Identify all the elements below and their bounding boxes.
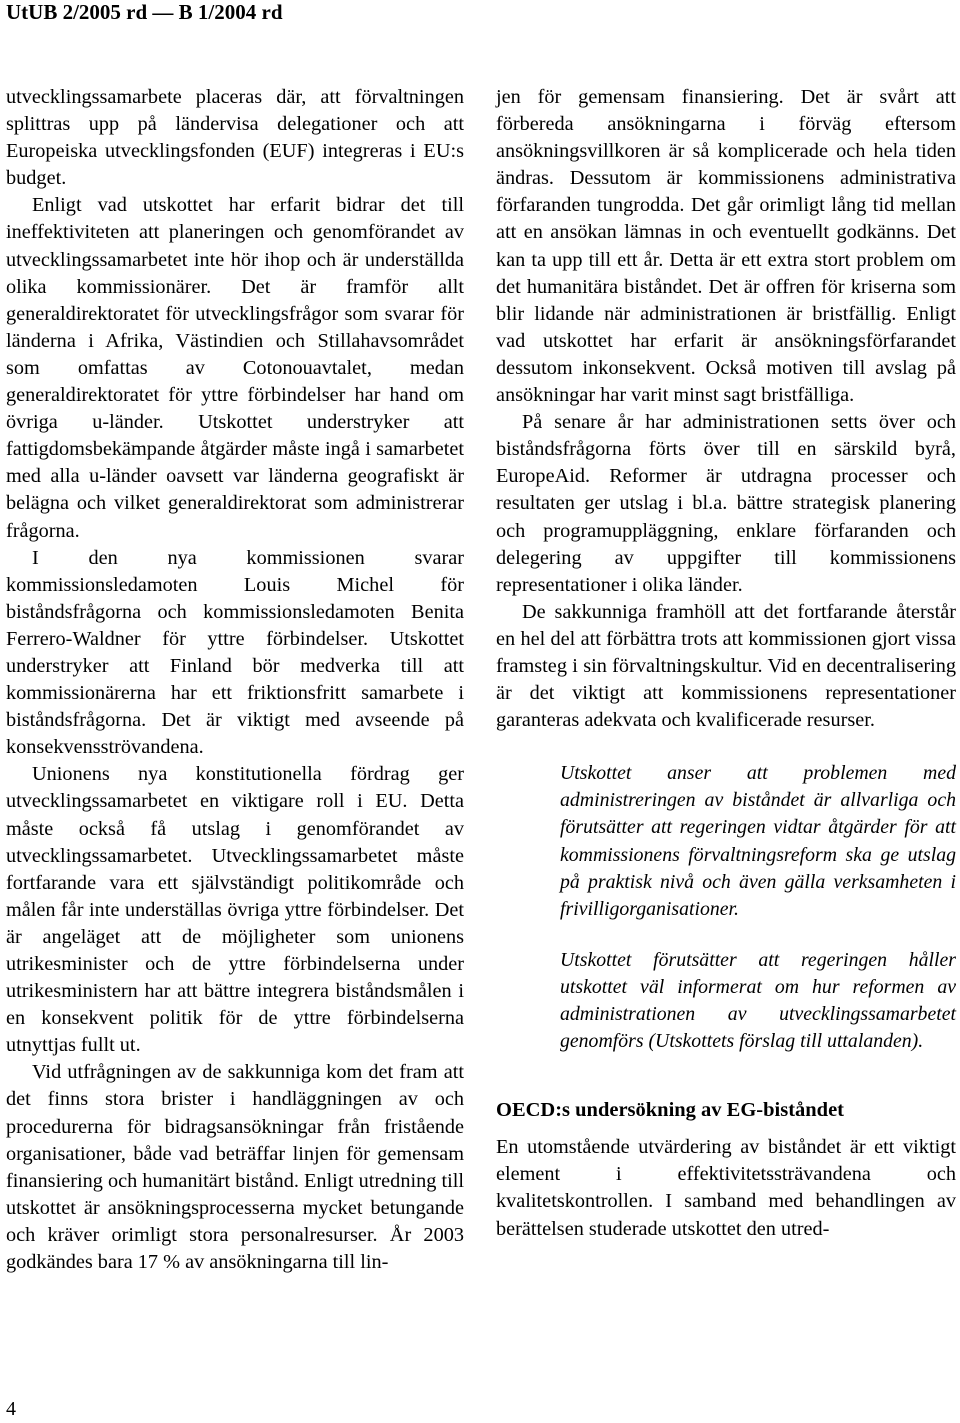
running-header: UtUB 2/2005 rd — B 1/2004 rd	[6, 0, 283, 24]
paragraph: jen för gemensam finansiering. Det är svårt att förbereda ansökningarna i förväg eftersom ansökningsvillkoren är så komplicerade och hela tiden ändras. Dessutom är kommissionens administrativa förfaranden tungrodda. Det går orimligt lång tid mellan att en ansökan lämnas in och eventuellt godkänns. Det kan ta upp till ett år. Detta är ett extra stort problem om det humanitära biståndet. Det är offren för kriserna som blir lidande när administrationen är bristfällig. Enligt vad utskottet har erfarit är ansökningsförfarandet dessutom inkonsekvent. Också motiven till avslag på ansökningar har varit minst sagt bristfälliga.	[496, 86, 956, 407]
paragraph: Vid utfrågningen av de sakkunniga kom det fram att det finns stora brister i handläggningen av och procedurerna för bidragsansökningar från fristående organisationer, både vad beträffar linjen för gemensam finansiering och humanitärt bistånd. Enligt utredning till utskottet är ansökningsprocesserna mycket betungande och kräver orimligt stora personalresurser. År 2003 godkändes bara 17 % av ansökningarna till lin-	[6, 1061, 464, 1274]
committee-statement: Utskottet anser att problemen med administreringen av biståndet är allvarliga och förutsätter att regeringen vidtar åtgärder för att kommissionens förvaltningsreform ska ge utslag på praktisk nivå och även gälla verksamheten i frivilligorganisationer.	[560, 762, 956, 920]
page-number: 4	[6, 1398, 16, 1420]
committee-statement: Utskottet förutsätter att regeringen håller utskottet väl informerat om hur reformen av administrationen av utvecklingssamarbetet genomförs (Utskottets förslag till uttalanden).	[560, 948, 956, 1053]
paragraph: De sakkunniga framhöll att det fortfarande återstår en hel del att förbättra trots att kommissionen gjort vissa framsteg i sin förvaltningskultur. Vid en decentralisering är det viktigt att kommissionens representationer garanteras adekvata och kvalificerade resurser.	[496, 600, 956, 732]
paragraph: På senare år har administrationen setts över och biståndsfrågorna förts över till en särskild byrå, EuropeAid. Reformer är utdragna processer och resultaten ger utslag i bl.a. bättre strategisk planering och programuppläggning, enklare förfaranden och delegering av uppgifter till kommissionens representationer i olika länder.	[496, 411, 956, 596]
right-column	[496, 84, 956, 1243]
paragraph: Enligt vad utskottet har erfarit bidrar det till ineffektiviteten att planeringen och genomförandet av utvecklingssamarbetet inte hör ihop och är underställda olika kommissionärer. Det är framför allt generaldirektoratet för utvecklingsfrågor som svarar för länderna i Afrika, Västindien och Stillahavsområdet som omfattas av Cotonouavtalet, medan generaldirektoratet för yttre förbindelser har hand om övriga u-länder. Utskottet understryker att fattigdomsbekämpande åtgärder måste ingå i samarbetet med alla u-länder oavsett var länderna geografiskt är belägna och vilket generaldirektorat som administrerar frågorna.	[6, 194, 464, 542]
paragraph: En utomstående utvärdering av biståndet är ett viktigt element i effektivitetssträvandena och kvalitetskontrollen. I samband med behandlingen av berättelsen studerade utskottet den utred-	[496, 1136, 956, 1240]
paragraph: utvecklingssamarbete placeras där, att förvaltningen splittras upp på ländervisa delegationer och att Europeiska utvecklingsfonden (EUF) integreras i EU:s budget.	[6, 86, 464, 190]
section-heading: OECD:s undersökning av EG-biståndet	[496, 1099, 845, 1122]
left-column	[6, 84, 464, 1276]
paragraph: I den nya kommissionen svarar kommissionsledamoten Louis Michel för biståndsfrågorna och kommissionsledamoten Benita Ferrero-Waldner för yttre förbindelser. Utskottet understryker att Finland bör medverka till att kommissionärerna har ett friktionsfritt samarbete i biståndsfrågorna. Det är viktigt med avseende på konsekvensströvandena.	[6, 546, 464, 759]
paragraph: Unionens nya konstitutionella fördrag ger utvecklingssamarbetet en viktigare roll i EU. Detta måste också få utslag i genomförandet av utvecklingssamarbetet. Utvecklingssamarbetet måste fortfarande vara ett självständigt politikområde och målen får inte underställas övriga yttre förbindelser. Det är angeläget att de möjligheter som unionens utrikesminister och de yttre förbindelserna under utrikesministern har att bättre integrera biståndsmålen i en konsekvent politik för de yttre förbindelserna utnyttjas fullt ut.	[6, 763, 464, 1057]
